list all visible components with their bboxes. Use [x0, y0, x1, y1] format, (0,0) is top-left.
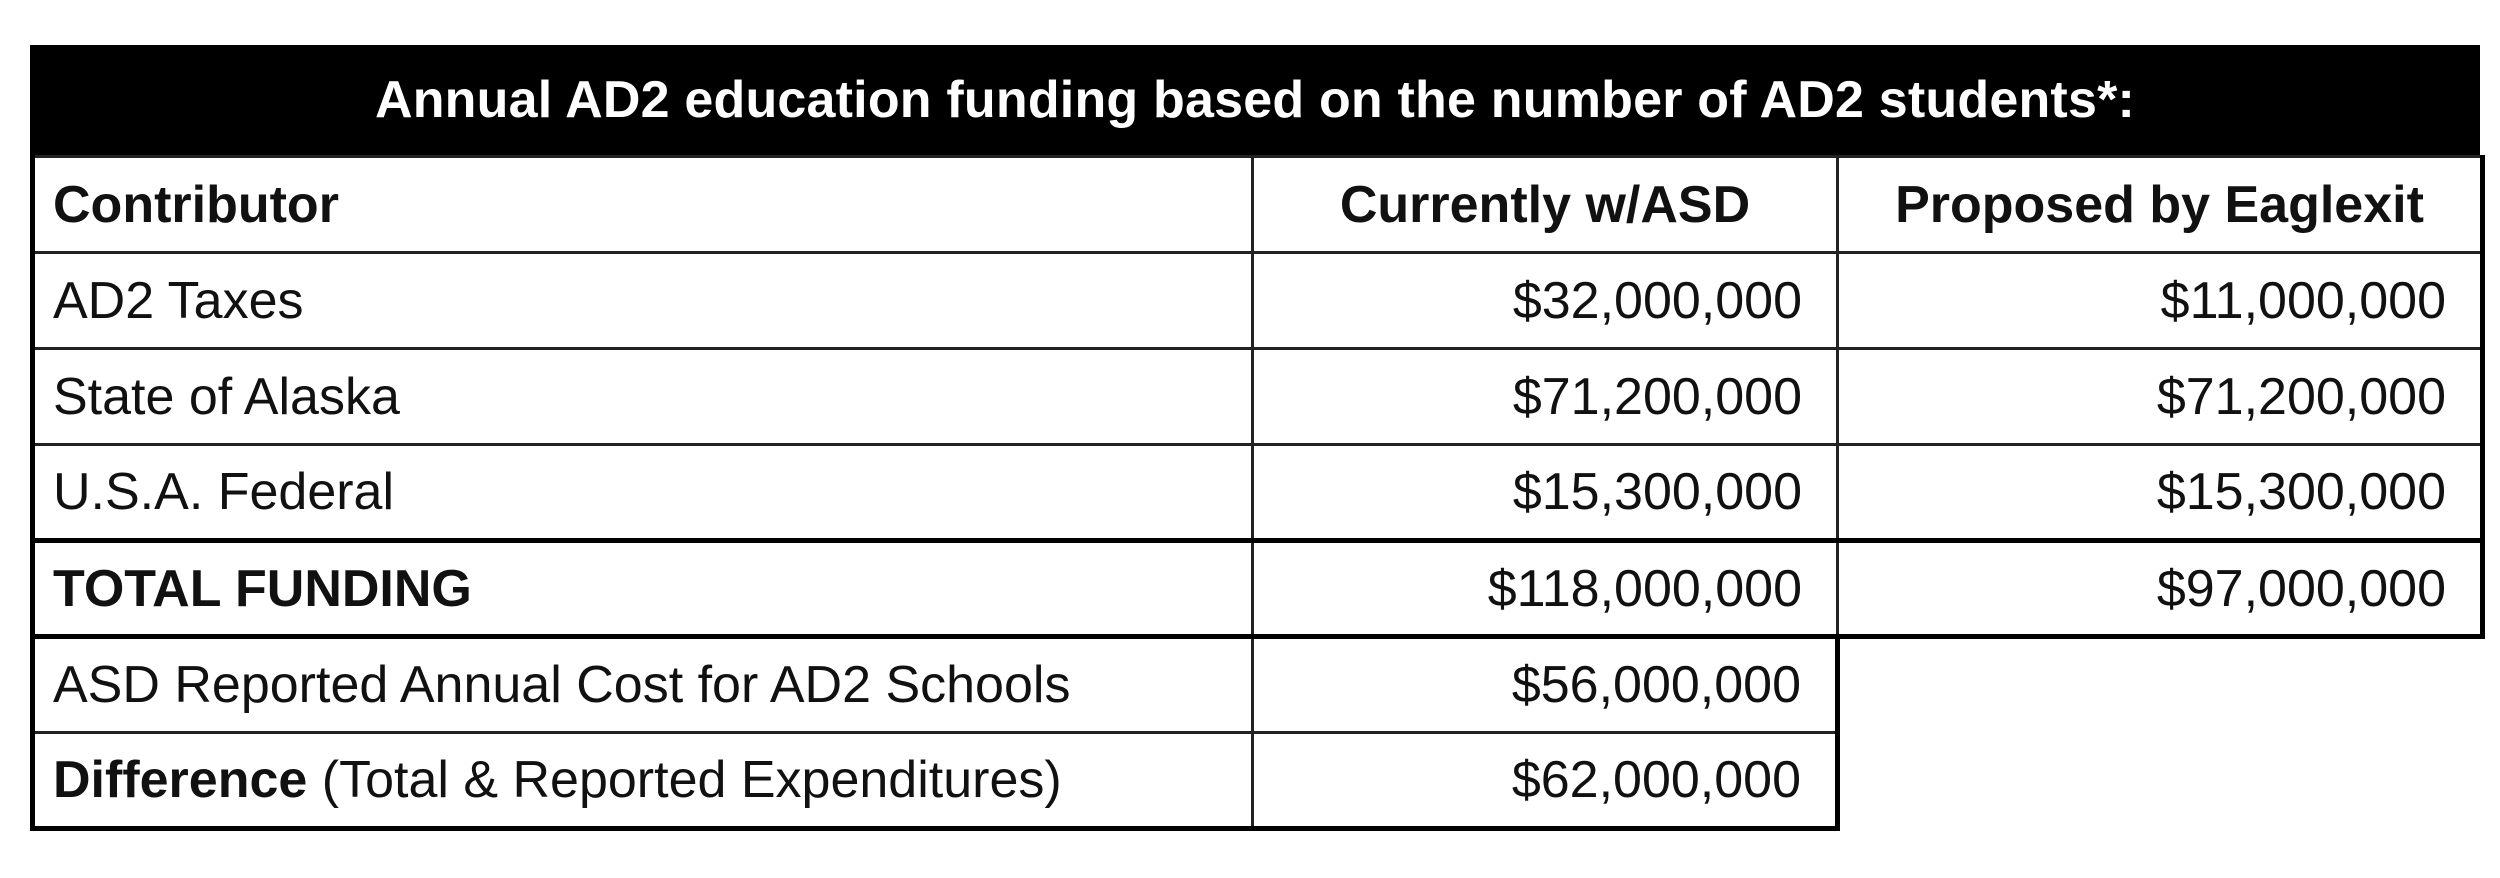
- difference-row: [33, 733, 2483, 829]
- table-title: Annual AD2 education funding based on the number of AD2 students*:: [30, 45, 2480, 155]
- difference-label: [33, 733, 1253, 829]
- total-proposed-value: $97,000,000: [1838, 541, 2483, 637]
- row-label: AD2 Taxes: [33, 253, 1253, 349]
- empty-cell: [1838, 733, 2483, 829]
- row-current-value: $32,000,000: [1253, 253, 1838, 349]
- difference-label-rest: (Total & Reported Expenditures): [307, 751, 1062, 809]
- table-row: [33, 445, 2483, 541]
- row-proposed-value: $71,200,000: [1838, 349, 2483, 445]
- reported-cost-label: ASD Reported Annual Cost for AD2 Schools: [33, 637, 1253, 733]
- header-row: [33, 157, 2483, 253]
- total-current-value: $118,000,000: [1253, 541, 1838, 637]
- header-current: Currently w/ASD: [1253, 157, 1838, 253]
- table-row: [33, 253, 2483, 349]
- row-current-value: $71,200,000: [1253, 349, 1838, 445]
- row-proposed-value: $11,000,000: [1838, 253, 2483, 349]
- row-proposed-value: $15,300,000: [1838, 445, 2483, 541]
- funding-table: [30, 155, 2485, 831]
- total-label: TOTAL FUNDING: [33, 541, 1253, 637]
- header-contributor: Contributor: [33, 157, 1253, 253]
- table-row: [33, 349, 2483, 445]
- funding-table-container: [30, 45, 2480, 831]
- reported-cost-row: [33, 637, 2483, 733]
- row-label: U.S.A. Federal: [33, 445, 1253, 541]
- row-label: State of Alaska: [33, 349, 1253, 445]
- difference-value: $62,000,000: [1253, 733, 1838, 829]
- empty-cell: [1838, 637, 2483, 733]
- total-row: [33, 541, 2483, 637]
- header-proposed: Proposed by Eaglexit: [1838, 157, 2483, 253]
- difference-label-bold: Difference: [53, 751, 308, 809]
- reported-cost-value: $56,000,000: [1253, 637, 1838, 733]
- row-current-value: $15,300,000: [1253, 445, 1838, 541]
